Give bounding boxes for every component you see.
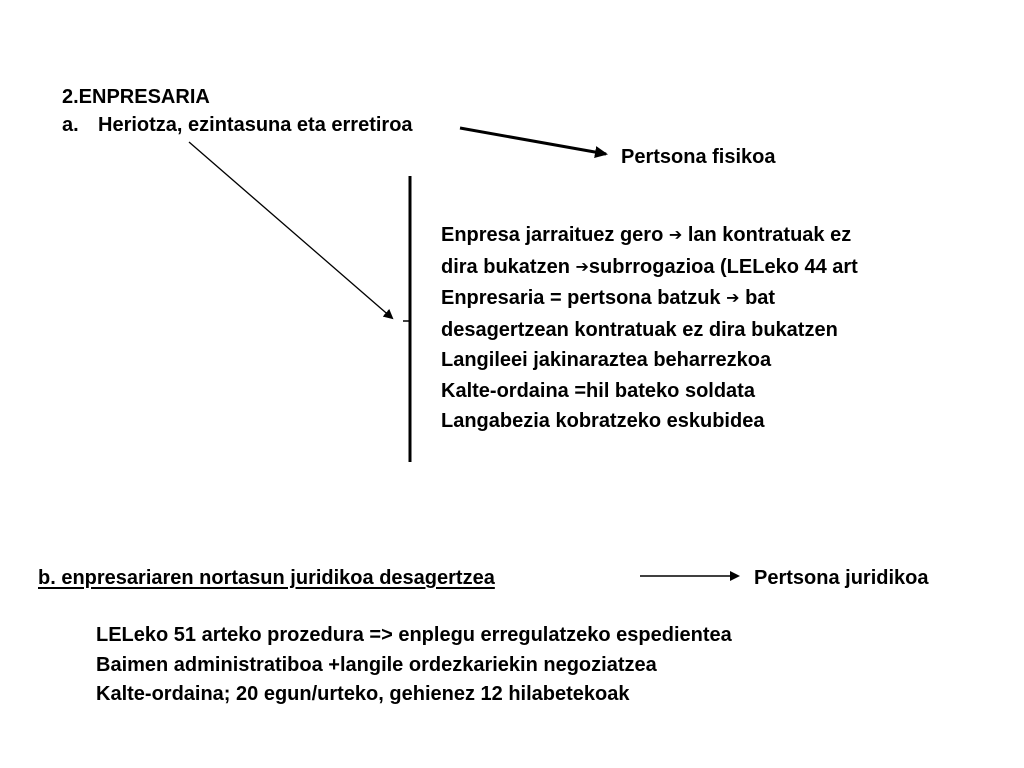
item-b-text: b. enpresariaren nortasun juridikoa desagertzea xyxy=(38,567,495,589)
consequence-text: lan kontratuak ez xyxy=(682,224,852,246)
item-a-text: Heriotza, ezintasuna eta erretiroa xyxy=(98,114,413,136)
consequence-line: Langileei jakinaraztea beharrezkoa xyxy=(441,349,772,371)
procedure-line: Kalte-ordaina; 20 egun/urteko, gehienez 12 hilabetekoak xyxy=(96,683,630,705)
section-title: 2.ENPRESARIA xyxy=(62,86,210,108)
right-arrow-icon: ➔ xyxy=(726,290,740,307)
consequence-text: subrrogazioa (LELeko 44 art xyxy=(588,255,858,278)
target-pertsona-juridikoa: Pertsona juridikoa xyxy=(754,567,929,589)
consequence-text: Enpresa jarraituez gero xyxy=(441,224,669,246)
arrow-to-consequences xyxy=(189,142,392,318)
right-arrow-icon: ➔ xyxy=(668,227,683,244)
consequence-line: Kalte-ordaina =hil bateko soldata xyxy=(441,379,755,402)
consequence-text: Enpresaria = pertsona batzuk xyxy=(441,287,727,309)
right-arrow-icon: ➔ xyxy=(575,258,589,276)
consequence-text: dira bukatzen xyxy=(441,255,576,278)
arrow-to-fisikoa xyxy=(460,128,606,154)
target-pertsona-fisikoa: Pertsona fisikoa xyxy=(621,146,776,168)
consequence-line: desagertzean kontratuak ez dira bukatzen xyxy=(441,318,838,341)
consequence-text: bat xyxy=(739,287,776,309)
procedure-line: LELeko 51 arteko prozedura => enplegu erregulatzeko espedientea xyxy=(96,624,732,646)
item-a-marker: a. xyxy=(62,114,79,136)
procedure-line: Baimen administratiboa +langile ordezkariekin negoziatzea xyxy=(96,653,657,676)
consequence-line: Langabezia kobratzeko eskubidea xyxy=(441,410,765,432)
